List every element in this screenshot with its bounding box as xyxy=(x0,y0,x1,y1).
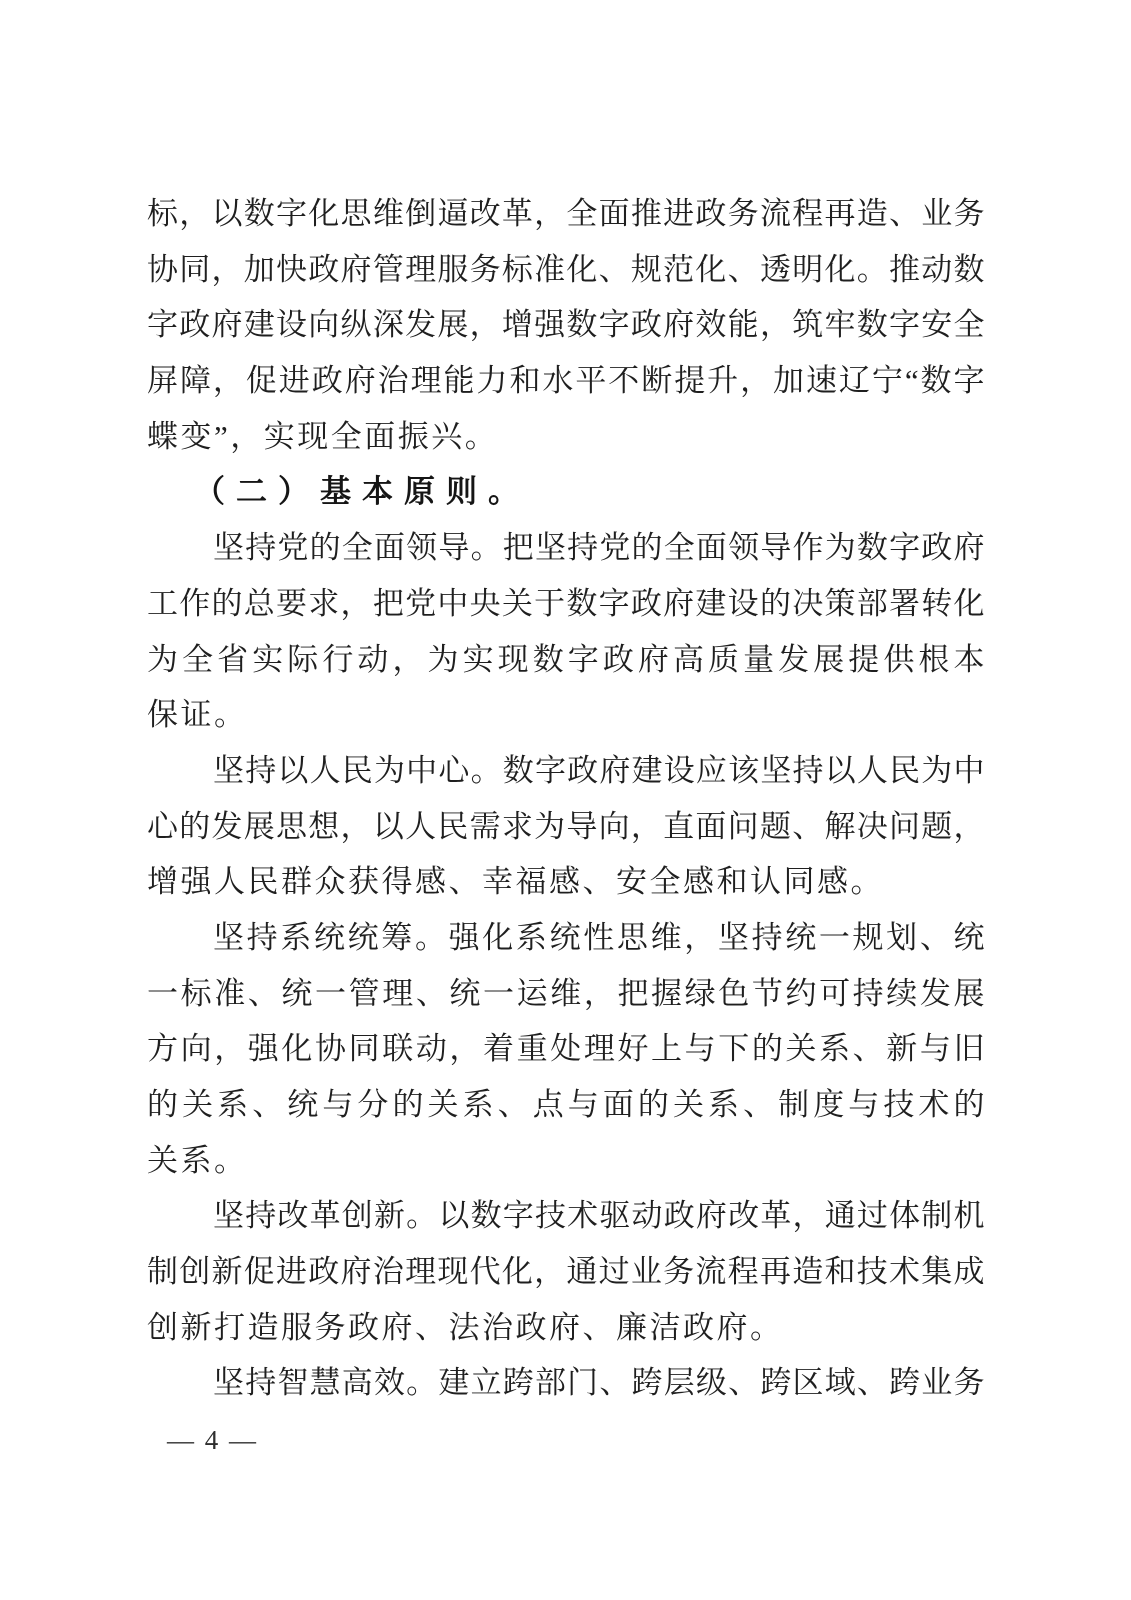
text-line: 坚持党的全面领导。把坚持党的全面领导作为数字政府 xyxy=(213,530,985,566)
text-line: 坚持智慧高效。建立跨部门、跨层级、跨区域、跨业务 xyxy=(213,1365,985,1401)
text-line: 的关系、统与分的关系、点与面的关系、制度与技术的 xyxy=(147,1087,985,1122)
text-line: 屏障，促进政府治理能力和水平不断提升，加速辽宁“数字 xyxy=(147,363,985,399)
text-line: 保证。 xyxy=(147,697,248,733)
text-line: 字政府建设向纵深发展，增强数字政府效能，筑牢数字安全 xyxy=(147,307,985,343)
text-line: 坚持系统统筹。强化系统性思维，坚持统一规划、统 xyxy=(213,919,985,955)
text-line: 为全省实际行动，为实现数字政府高质量发展提供根本 xyxy=(147,641,985,677)
text-line: 创新打造服务政府、法治政府、廉洁政府。 xyxy=(147,1309,784,1345)
text-line: 蝶变”，实现全面振兴。 xyxy=(147,418,499,454)
section-heading: （二）基本原则。 xyxy=(194,474,530,510)
text-line: 坚持改革创新。以数字技术驱动政府改革，通过体制机 xyxy=(213,1198,985,1234)
document-body xyxy=(147,186,985,1411)
text-line: 标，以数字化思维倒逼改革，全面推进政务流程再造、业务 xyxy=(147,196,985,231)
page-number: — 4 — xyxy=(167,1425,258,1455)
text-line: 协同，加快政府管理服务标准化、规范化、透明化。推动数 xyxy=(147,251,985,287)
text-line: 增强人民群众获得感、幸福感、安全感和认同感。 xyxy=(147,864,884,900)
text-line: 坚持以人民为中心。数字政府建设应该坚持以人民为中 xyxy=(213,752,985,788)
text-line: 一标准、统一管理、统一运维，把握绿色节约可持续发展 xyxy=(147,975,985,1011)
text-line: 方向，强化协同联动，着重处理好上与下的关系、新与旧 xyxy=(147,1031,985,1067)
text-line: 制创新促进政府治理现代化，通过业务流程再造和技术集成 xyxy=(147,1254,985,1290)
text-line: 工作的总要求，把党中央关于数字政府建设的决策部署转化 xyxy=(147,585,985,621)
text-line: 心的发展思想，以人民需求为导向，直面问题、解决问题， xyxy=(147,808,985,844)
text-line: 关系。 xyxy=(147,1142,248,1178)
